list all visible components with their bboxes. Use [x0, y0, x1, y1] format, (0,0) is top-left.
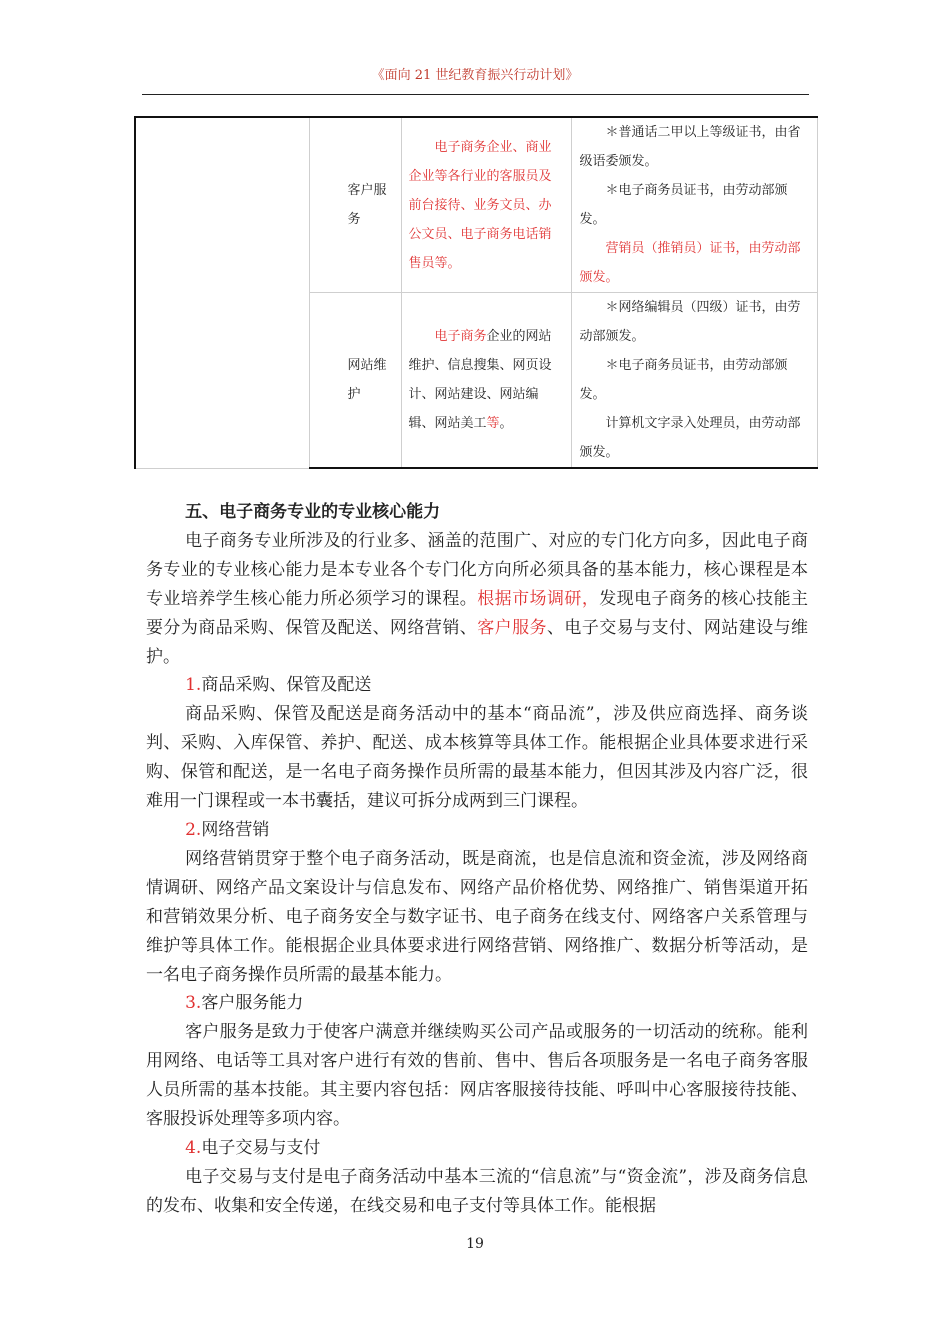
subheading-1 [146, 671, 808, 700]
item-paragraph-3: 客户服务是致力于使客户满意并继续购买公司产品或服务的一切活动的统称。能利用网络、电话等工具对客户进行有效的售前、售中、售后各项服务是一名电子商务客服人员所需的基本技能。其主要内容包括：网店客服接待技能、呼叫中心客服接待技能、客服投诉处理等多项内容。 [146, 1022, 808, 1130]
item-title: 电子交易与支付 [201, 1137, 321, 1158]
item-number: 2. [185, 819, 202, 840]
certificate-item: ＊普通话二甲以上等级证书，由省级语委颁发。 [579, 125, 801, 169]
positions-red-prefix: 电子商务 [434, 329, 487, 344]
job-table [134, 116, 818, 469]
intro-paragraph [146, 527, 808, 672]
item-title: 客户服务能力 [201, 993, 304, 1014]
item-number: 1. [185, 675, 202, 696]
item-paragraph-1: 商品采购、保管及配送是商务活动中的基本“商品流”，涉及供应商选择、商务谈判、采购、入库保管、养护、配送、成本核算等具体工作。能根据企业具体要求进行采购、保管和配送，是一名电子商务操作员所需的最基本能力，但因其涉及内容广泛，很难用一门课程或一本书囊括，建议可拆分成两到三门课程。 [146, 704, 808, 812]
category-cell [135, 117, 309, 468]
positions-cell [401, 117, 571, 293]
subheading-3 [146, 989, 808, 1018]
running-header: 《面向 21 世纪教育振兴行动计划》 [371, 68, 579, 83]
item-number: 4. [185, 1137, 202, 1158]
header-rule [142, 94, 809, 95]
intro-text: 、电子交易与支付、网站建设与维护。 [146, 617, 809, 667]
table-row [135, 117, 817, 293]
certificate-item: 计算机文字录入处理员，由劳动部颁发。 [579, 416, 801, 460]
direction-cell [309, 293, 401, 469]
direction-label: 客户服务 [347, 183, 387, 227]
item-title: 商品采购、保管及配送 [201, 675, 372, 696]
subheading-4 [146, 1134, 808, 1163]
intro-text: 发现电子商务的核心技能主要分为商品采购、保管及配送、网络营销、 [146, 588, 809, 638]
positions-end: 。 [499, 416, 513, 431]
page-number: 19 [466, 1236, 484, 1252]
positions-cell [401, 293, 571, 469]
certificates-cell [571, 293, 817, 469]
subheading-2 [146, 816, 808, 845]
certificate-item: ＊电子商务员证书，由劳动部颁发。 [579, 183, 788, 227]
certificates-cell [571, 117, 817, 293]
certificate-item: ＊网络编辑员（四级）证书，由劳动部颁发。 [579, 300, 801, 344]
positions-text: 企业的网站维护、信息搜集、网页设计、网站建设、网站编辑、网站美工 [408, 329, 552, 431]
section-heading: 五、电子商务专业的专业核心能力 [185, 502, 441, 522]
item-number: 3. [185, 993, 202, 1014]
direction-label: 网站维护 [347, 358, 387, 402]
direction-cell [309, 117, 401, 293]
item-paragraph-4: 电子交易与支付是电子商务活动中基本三流的“信息流”与“资金流”，涉及商务信息的发布、收集和安全传递，在线交易和电子支付等具体工作。能根据 [146, 1166, 808, 1216]
positions-text: 电子商务企业、商业企业等各行业的客服员及前台接待、业务文员、办公文员、电子商务电话销售员等。 [408, 139, 552, 271]
item-paragraph-2: 网络营销贯穿于整个电子商务活动，既是商流，也是信息流和资金流，涉及网络商情调研、网络产品文案设计与信息发布、网络产品价格优势、网络推广、销售渠道开拓和营销效果分析、电子商务安全与数字证书、电子商务在线支付、网络客户关系管理与维护等具体工作。能根据企业具体要求进行网络营销、网络推广、数据分析等活动，是一名电子商务操作员所需的最基本能力。 [146, 848, 808, 985]
section-body [146, 498, 808, 1221]
intro-highlight: 根据市场调研， [477, 588, 600, 609]
certificate-item: ＊电子商务员证书，由劳动部颁发。 [579, 358, 788, 402]
intro-highlight: 客户服务 [477, 617, 547, 638]
item-title: 网络营销 [201, 819, 270, 840]
positions-red-suffix: 等 [486, 416, 500, 431]
intro-text: 电子商务专业所涉及的行业多、涵盖的范围广、对应的专门化方向多，因此电子商务专业的专业核心能力是本专业各个专门化方向所必须具备的基本能力，核心课程是本专业培养学生核心能力所必须学习的课程。 [146, 530, 808, 609]
certificate-item: 营销员（推销员）证书，由劳动部颁发。 [579, 241, 801, 285]
